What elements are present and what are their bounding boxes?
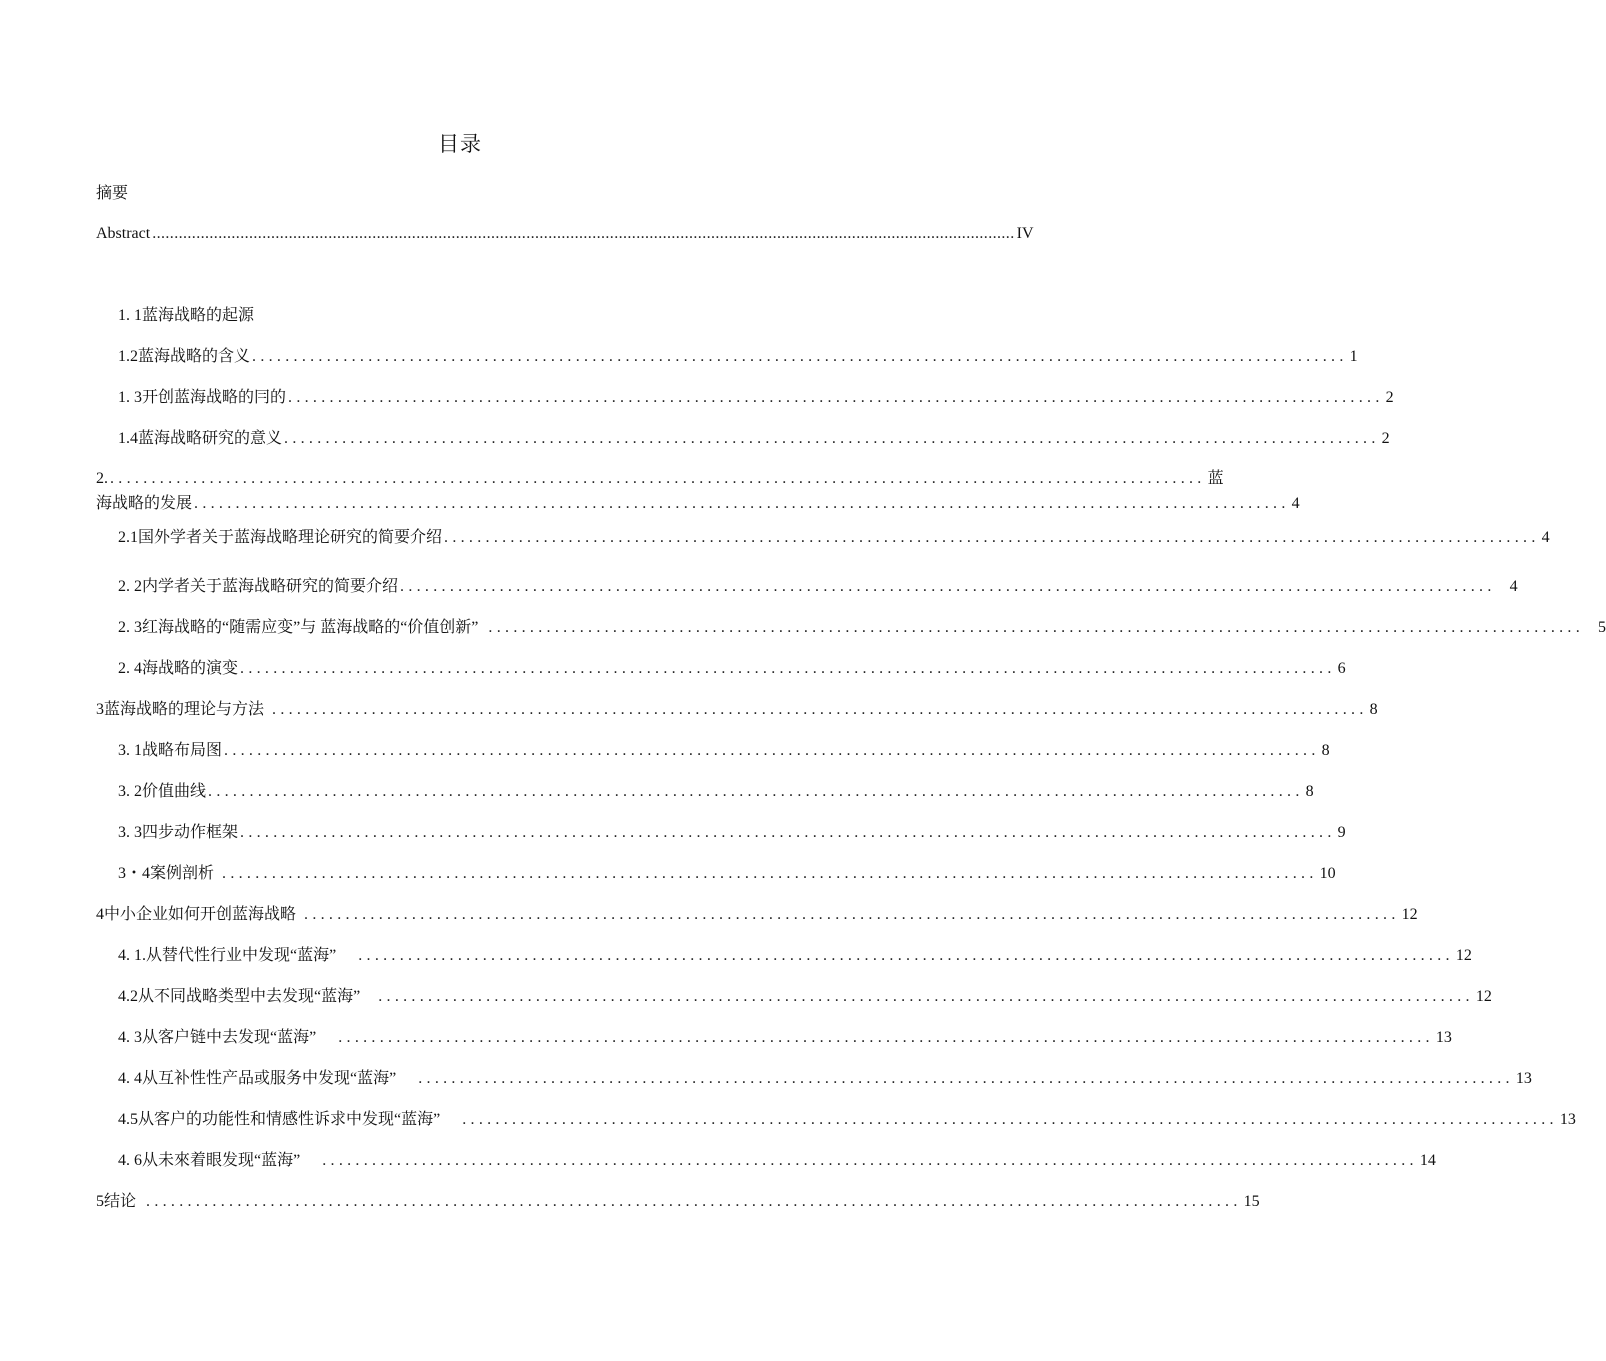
- dot-leader: ....................................................................................................................................: [288, 389, 1384, 406]
- toc-entry-2-4[interactable]: [118, 657, 1346, 681]
- toc-entry-4[interactable]: [96, 903, 1418, 927]
- toc-entry-label: 4. 6从未來着眼发现“蓝海”: [118, 1152, 301, 1169]
- dot-leader: ....................................................................................................................................: [252, 348, 1348, 365]
- toc-entry-label: 1. 1蓝海战略的起源: [118, 307, 255, 324]
- toc-entry-label: 1.4蓝海战略研究的意义: [118, 430, 283, 447]
- toc-entry-page: 10: [1319, 865, 1336, 882]
- toc-entry-page: 13: [1559, 1111, 1576, 1128]
- dot-leader: ....................................................................................................................................: [378, 988, 1474, 1005]
- toc-entry-abstract-en[interactable]: [96, 222, 1034, 246]
- toc-entry-label: 5结论: [96, 1193, 137, 1210]
- toc-entry-label: 3・4案例剖析: [118, 865, 215, 882]
- dot-leader: ....................................................................................................................................: [284, 430, 1380, 447]
- toc-entry-4-4[interactable]: [118, 1067, 1532, 1091]
- dot-leader: ....................................................................................................................................: [338, 1029, 1434, 1046]
- toc-entry-label: 4. 4从互补性性产品或服务中发现“蓝海”: [118, 1070, 397, 1087]
- toc-entry-2-2[interactable]: [118, 575, 1518, 599]
- toc-entry-page: 13: [1435, 1029, 1452, 1046]
- toc-entry-page: 4: [1541, 529, 1550, 546]
- toc-entry-page: 2: [1385, 389, 1394, 406]
- toc-entry-4-2[interactable]: [118, 985, 1492, 1009]
- toc-entry-page: 4: [1291, 495, 1300, 512]
- dot-leader: ....................................................................................................................................: [208, 783, 1304, 800]
- dot-leader: ....................................................................................................................................: [444, 529, 1540, 546]
- dot-leader: ....................................................................................................................................: [240, 660, 1336, 677]
- toc-entry-label: 2.: [96, 470, 108, 487]
- dot-leader: ....................................................................................................................................: [146, 1193, 1242, 1210]
- toc-entry-3-2[interactable]: [118, 780, 1314, 804]
- dot-leader: ....................................................................................................................................: [400, 578, 1496, 595]
- toc-entry-page: 15: [1243, 1193, 1260, 1210]
- dot-leader: ....................................................................................................................................: [272, 701, 1368, 718]
- toc-entry-2-1[interactable]: [118, 526, 1550, 550]
- toc-entry-label: 摘要: [96, 185, 129, 202]
- toc-entry-3-1[interactable]: [118, 739, 1330, 763]
- toc-entry-2[interactable]: [96, 467, 1224, 491]
- dot-leader: ....................................................................................................................................: [194, 495, 1290, 512]
- toc-entry-label: 海战略的发展: [96, 495, 193, 512]
- dot-leader: ....................................................................................................................................: [304, 906, 1400, 923]
- toc-entry-page: 8: [1369, 701, 1378, 718]
- toc-entry-page: 14: [1419, 1152, 1436, 1169]
- toc-entry-label: 2. 4海战略的演变: [118, 660, 239, 677]
- toc-entry-3-4[interactable]: [118, 862, 1336, 886]
- toc-entry-label: 3蓝海战略的理论与方法: [96, 701, 265, 718]
- toc-entry-4-1[interactable]: [118, 944, 1472, 968]
- toc-entry-page: 13: [1515, 1070, 1532, 1087]
- toc-entry-label: 1. 3开创蓝海战略的冃的: [118, 389, 287, 406]
- toc-entry-label: 2. 2内学者关于蓝海战略研究的简要介绍: [118, 578, 399, 595]
- toc-entry-2-cont[interactable]: [96, 492, 1300, 516]
- toc-entry-label: 1.2蓝海战略的含义: [118, 348, 251, 365]
- toc-entry-page: 6: [1337, 660, 1346, 677]
- toc-entry-label: 4. 1.从替代性行业中发现“蓝海”: [118, 947, 337, 964]
- toc-entry-label: Abstract: [96, 225, 151, 242]
- toc-entry-page: 5: [1598, 619, 1606, 636]
- dot-leader: ....................................................................................................................................: [222, 865, 1318, 882]
- dot-leader: ....................................................................................................................................: [462, 1111, 1558, 1128]
- toc-entry-1-2[interactable]: [118, 345, 1358, 369]
- toc-entry-label: 4中小企业如何开创蓝海战略: [96, 906, 297, 923]
- toc-entry-4-3[interactable]: [118, 1026, 1452, 1050]
- dot-leader: ....................................................................................................................................: [224, 742, 1320, 759]
- dot-leader: ....................................................................................................................................: [358, 947, 1454, 964]
- toc-entry-page: 12: [1475, 988, 1492, 1005]
- toc-entry-page: 1: [1349, 348, 1358, 365]
- dot-leader: ....................................................................................................................................................................................................: [152, 225, 1015, 242]
- toc-entry-label: 3. 3四步动作框架: [118, 824, 239, 841]
- toc-entry-label: 2.1国外学者关于蓝海战略理论研究的简要介绍: [118, 529, 443, 546]
- toc-entry-3[interactable]: [96, 698, 1378, 722]
- dot-leader: ....................................................................................................................................: [240, 824, 1336, 841]
- toc-entry-label: 3. 2价值曲线: [118, 783, 207, 800]
- toc-entry-4-6[interactable]: [118, 1149, 1436, 1173]
- toc-entry-page: 8: [1321, 742, 1330, 759]
- toc-entry-page: 2: [1381, 430, 1390, 447]
- toc-entry-1-1[interactable]: [118, 304, 254, 328]
- toc-entry-page: 8: [1305, 783, 1314, 800]
- dot-leader: ....................................................................................................................................: [322, 1152, 1418, 1169]
- toc-entry-label: 2. 3红海战略的“随需应变”与 蓝海战略的“价值创新”: [118, 619, 479, 636]
- toc-entry-1-4[interactable]: [118, 427, 1390, 451]
- toc-entry-2-3[interactable]: [118, 616, 1606, 640]
- dot-leader: ....................................................................................................................................: [110, 470, 1206, 487]
- toc-entry-abstract-cn[interactable]: [96, 182, 128, 206]
- toc-entry-5[interactable]: [96, 1190, 1260, 1214]
- toc-entry-page: 9: [1337, 824, 1346, 841]
- dot-leader: ....................................................................................................................................: [488, 619, 1585, 636]
- page-title: 目录: [438, 132, 482, 156]
- toc-entry-label: 4.2从不同战略类型中去发现“蓝海”: [118, 988, 361, 1005]
- toc-entry-label: 3. 1战略布局图: [118, 742, 223, 759]
- toc-entry-page: 12: [1401, 906, 1418, 923]
- toc-entry-label: 4. 3从客户链中去发现“蓝海”: [118, 1029, 317, 1046]
- dot-leader: ....................................................................................................................................: [418, 1070, 1514, 1087]
- toc-entry-page: IV: [1016, 225, 1034, 242]
- toc-entry-page: 12: [1455, 947, 1472, 964]
- toc-entry-3-3[interactable]: [118, 821, 1346, 845]
- toc-entry-page: 蓝: [1207, 470, 1224, 487]
- toc-entry-label: 4.5从客户的功能性和情感性诉求中发现“蓝海”: [118, 1111, 441, 1128]
- toc-entry-4-5[interactable]: [118, 1108, 1576, 1132]
- toc-entry-1-3[interactable]: [118, 386, 1394, 410]
- toc-entry-page: 4: [1509, 578, 1518, 595]
